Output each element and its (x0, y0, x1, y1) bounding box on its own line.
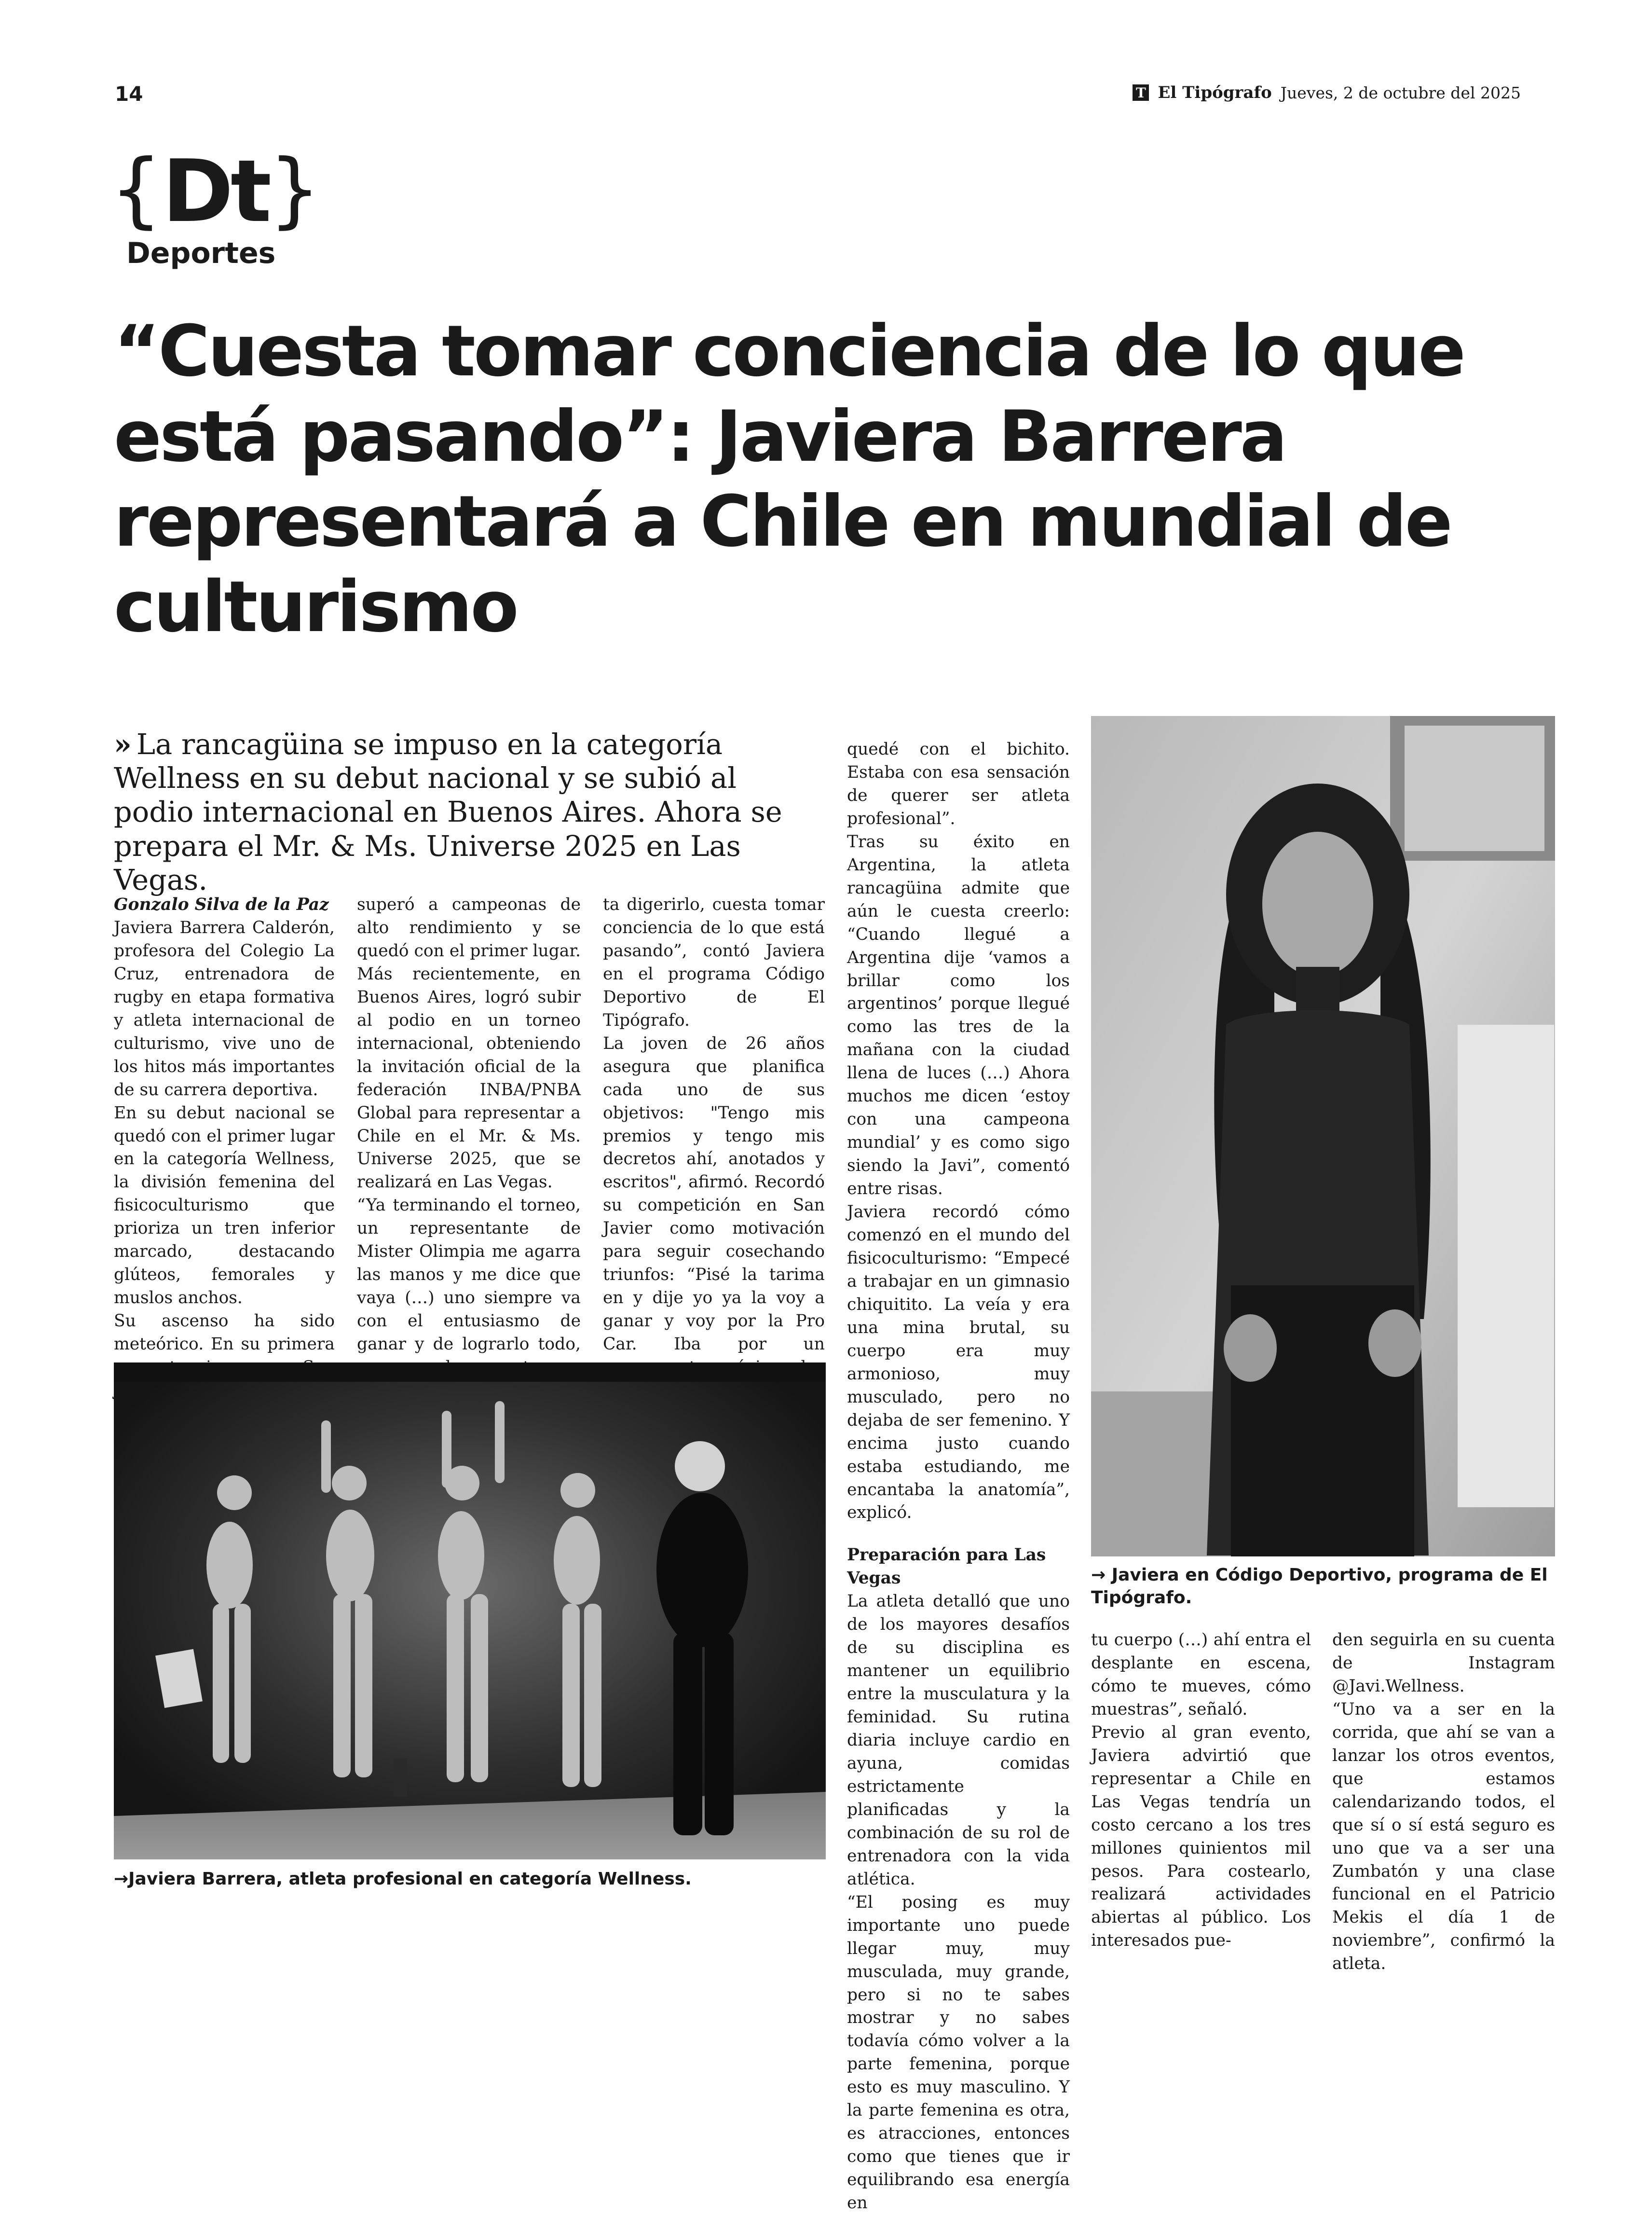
text-column-5 (1091, 1629, 1311, 1953)
byline: Gonzalo Silva de la Paz (114, 895, 329, 914)
paragraph: La atleta detalló que uno de los mayores desafíos de su disciplina es mantener un equilibrio entre la musculatura y la feminidad. Su rutina diaria incluye cardio en ayuna, comidas estrictamente planificadas y la combinación de su rol de entrenadora con la vida atlética. (847, 1592, 1070, 1889)
stage-photo-caption: →Javiera Barrera, atleta profesional en categoría Wellness. (114, 1869, 692, 1889)
paragraph: Javiera Barrera Calderón, profesora del Colegio La Cruz, entrenadora de rugby en etapa formativa y atleta internacional de culturismo, vive uno de los hitos más importantes de su carrera deportiva. (114, 918, 335, 1100)
section-brace-close: } (269, 142, 321, 237)
section-name: Deportes (126, 236, 276, 270)
page-number: 14 (115, 82, 143, 106)
subheading: Preparación para Las Vegas (847, 1545, 1046, 1588)
paragraph: “Uno va a ser en la corrida, que ahí se van a lanzar los otros eventos, que estamos calendarizando todos, el que sí o sí está seguro es uno que va a ser una Zumbatón y una clase funcional en el Patricio Mekis el día 1 de noviembre”, confirmó la atleta. (1332, 1699, 1555, 1974)
stage-photo-image (114, 1362, 826, 1859)
paragraph: Javiera recordó cómo comenzó en el mundo del fisicoculturismo: “Empecé a trabajar en un gimnasio chiquitito. La veía y era una mina brutal, su cuerpo era muy armonioso, muy musculado, pero no dejaba de ser femenino. Y encima justo cuando estaba estudiando, me encantaba la anatomía”, explicó. (847, 1202, 1070, 1523)
article-headline: “Cuesta tomar conciencia de lo que está pasando”: Javiera Barrera representará a Chile en mundial de culturismo (114, 310, 1464, 648)
publication-name: El Tipógrafo (1158, 83, 1272, 102)
text-column-1 (114, 894, 335, 1403)
portrait-photo-image (1091, 716, 1555, 1556)
paragraph: Previo al gran evento, Javiera advirtió que representar a Chile en Las Vegas tendría un costo cercano a los tres millones quinientos mil pesos. Para costearlo, realizará actividades abiertas al público. Los interesados pue- (1091, 1722, 1311, 1951)
paragraph: superó a campeonas de alto rendimiento y se quedó con el primer lugar. Más recientemente, en Buenos Aires, logró subir al podio en un torneo internacional, obteniendo la invitación oficial de la federación INBA/PNBA Global para representar a Chile en el Mr. & Ms. Universe 2025, que se realizará en Las Vegas. (357, 895, 581, 1192)
publication-logo-icon: T (1133, 84, 1149, 101)
paragraph: Su ascenso ha sido meteórico. En su primera (114, 1311, 335, 1354)
text-column-2 (357, 894, 581, 1403)
paragraph: den seguirla en su cuenta de Instagram @Javi.Wellness. (1332, 1630, 1555, 1696)
text-column-4 (847, 738, 1070, 2215)
text-column-6 (1332, 1629, 1555, 1976)
paragraph: Tras su éxito en Argentina, la atleta rancagüina admite que aún le cuesta creerlo: “Cuando llegué a Argentina dije ‘vamos a brillar como los argentinos’ porque llegué como las tres de la mañana con la ciudad llena de luces (…) Ahora muchos me dicen ‘estoy con una campeona mundial’ y es como sigo siendo la Javi”, comentó entre risas. (847, 832, 1070, 1199)
article-lede (114, 728, 808, 897)
stage-photo (114, 1362, 826, 1859)
paragraph: quedé con el bichito. Estaba con esa sensación de querer ser atleta profesional”. (847, 740, 1070, 828)
portrait-photo (1091, 716, 1555, 1556)
masthead (1133, 83, 1521, 102)
portrait-photo-caption: → Javiera en Código Deportivo, programa de El Tipógrafo. (1091, 1565, 1548, 1608)
paragraph: tu cuerpo (…) ahí entra el desplante en escena, cómo te mueves, cómo muestras”, señaló. (1091, 1630, 1311, 1719)
issue-date: Jueves, 2 de octubre del 2025 (1280, 83, 1521, 102)
paragraph: “Ya terminando el torneo, un representante de Mister Olimpia me agarra las manos y me dice que vaya (…) uno siempre va con el entusiasmo de ganar y de lograrlo todo, (357, 1196, 581, 1354)
lede-marker-icon: » (114, 728, 132, 761)
paragraph: ta digerirlo, cuesta tomar conciencia de lo que está pasando”, contó Javiera en el programa Código Deportivo de El Tipógrafo. (603, 895, 825, 1030)
paragraph: En su debut nacional se quedó con el primer lugar en la categoría Wellness, la división femenina del fisicoculturismo que prioriza un tren inferior marcado, destacando glúteos, femorales y muslos anchos. (114, 1103, 335, 1308)
section-logo (110, 141, 321, 241)
paragraph: La joven de 26 años asegura que planifica cada uno de sus objetivos: "Tengo mis premios y tengo mis decretos ahí, anotados y escritos", afirmó. Recordó su competición en San Javier como motivación para seguir cosechando triunfos: “Pisé la tarima en y dije yo ya la voy a ganar y voy por la Pro Car. Iba por un (603, 1033, 825, 1354)
lede-text: La rancagüina se impuso en la categoría Wellness en su debut nacional y se subió al podio internacional en Buenos Aires. Ahora se prepara el Mr. & Ms. Universe 2025 en Las Vegas. (114, 728, 782, 896)
paragraph: “El posing es muy importante uno puede llegar muy, muy musculada, muy grande, pero si no te sabes mostrar y no sabes todavía cómo volver a la parte femenina, porque esto es muy masculino. Y la parte femenina es otra, es atracciones, entonces como que tienes que ir equilibrando esa energía en (847, 1892, 1070, 2213)
section-code: Dt (162, 141, 269, 241)
section-brace-open: { (110, 142, 163, 237)
